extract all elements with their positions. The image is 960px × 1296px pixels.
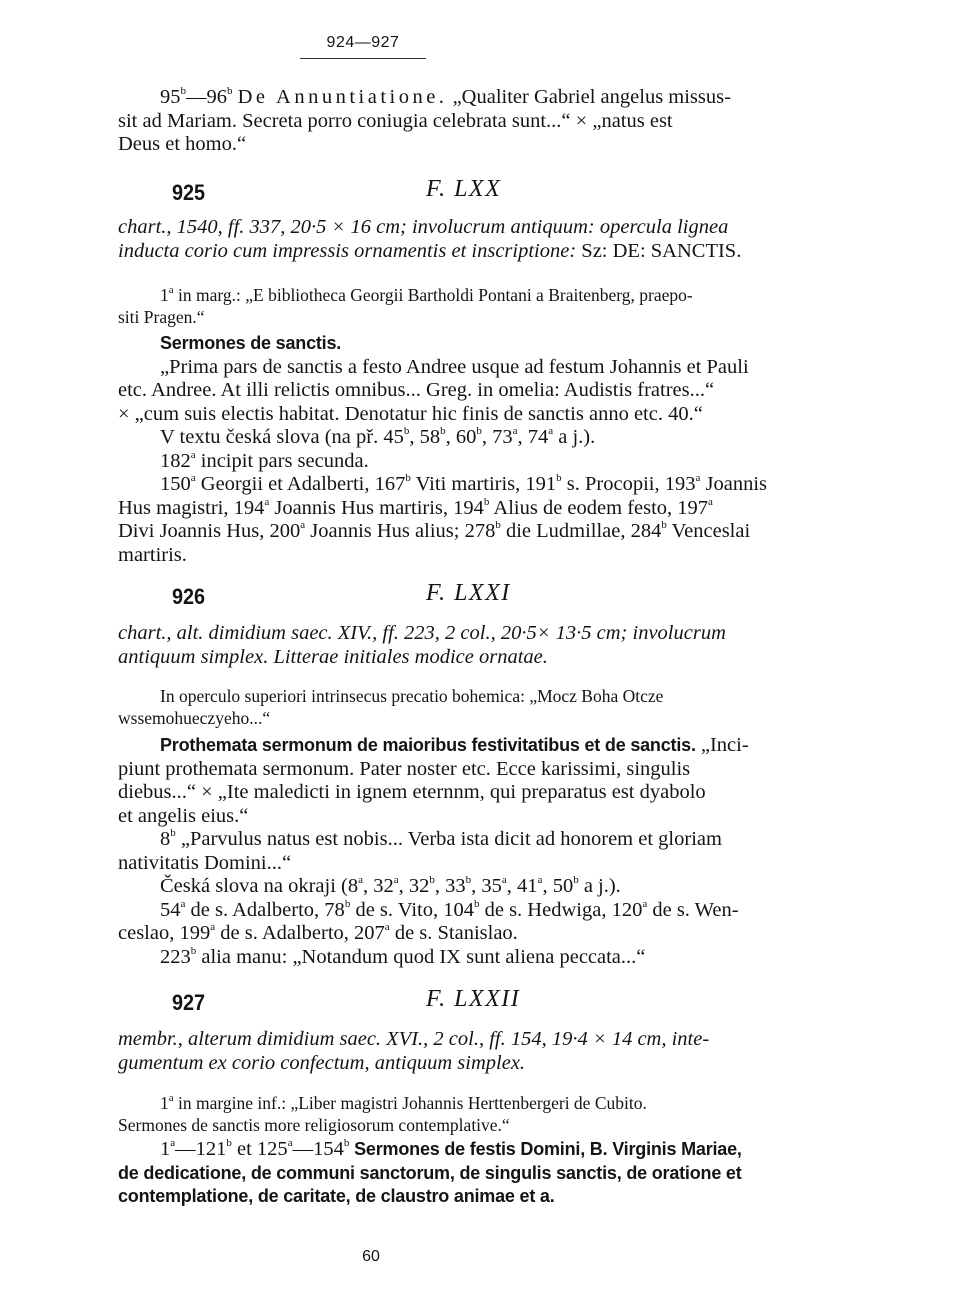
content-925 bbox=[118, 332, 842, 567]
intro-folio: 95$^b$—96$^b$ bbox=[160, 85, 233, 108]
title-927: Sermones de festis Domini, B. Virginis Mariae, bbox=[349, 1139, 742, 1159]
content-line: Hus magistri, 194$^a$ Joannis Hus martiris, 194$^b$ Alius de eodem festo, 197$^a$ bbox=[118, 495, 713, 519]
note-line: In operculo superiori intrinsecus precatio bohemica: „Mocz Boha Otcze bbox=[160, 686, 664, 706]
note-line: 1$^a$ in margine inf.: „Liber magistri Johannis Herttenbergeri de Cubito. bbox=[160, 1092, 647, 1113]
content-text: „Inci- bbox=[695, 734, 749, 756]
description-925 bbox=[118, 216, 842, 263]
content-line: etc. Andree. At illi relictis omnibus... Greg. in omelia: Audistis fratres...“ bbox=[118, 379, 715, 401]
title-927: de dedicatione, de communi sanctorum, de singulis sanctis, de oratione et bbox=[118, 1162, 742, 1183]
running-head: 924—927 bbox=[326, 34, 400, 51]
content-926 bbox=[118, 734, 842, 969]
content-line: Česká slova na okraji (8$^a$, 32$^a$, 32$^b$, 33$^b$, 35$^a$, 41$^a$, 50$^b$ a j.). bbox=[160, 874, 621, 897]
entry-number-927: 927 bbox=[172, 990, 206, 1015]
note-line: siti Pragen.“ bbox=[118, 307, 205, 327]
content-line: 182$^a$ incipit pars secunda. bbox=[160, 448, 369, 472]
header-rule bbox=[300, 58, 426, 59]
content-line: diebus...“ × „Ite maledicti in ignem eternnm, qui preparatus est dyabolo bbox=[118, 781, 706, 803]
intro-paragraph bbox=[118, 86, 842, 157]
entry-number-926: 926 bbox=[172, 584, 206, 609]
content-line: 150$^a$ Georgii et Adalberti, 167$^b$ Viti martiris, 191$^b$ s. Procopii, 193$^a$ Joannis bbox=[160, 472, 768, 495]
content-line: 8$^b$ „Parvulus natus est nobis... Verba ista dicit ad honorem et gloriam bbox=[160, 827, 722, 850]
content-line: piunt prothemata sermonum. Pater noster etc. Ecce karissimi, singulis bbox=[118, 757, 691, 780]
entry-number-925: 925 bbox=[172, 180, 206, 205]
description-line: gumentum ex corio confectum, antiquum simplex. bbox=[118, 1051, 526, 1074]
page-number: 60 bbox=[362, 1248, 380, 1265]
content-line: ceslao, 199$^a$ de s. Adalberto, 207$^a$ de s. Stanislao. bbox=[118, 921, 518, 944]
signature-925: F. LXX bbox=[426, 176, 502, 202]
title-926: Prothemata sermonum de maioribus festivitatibus et de sanctis. bbox=[160, 735, 696, 755]
intro-line: sit ad Mariam. Secreta porro coniugia celebrata sunt...“ × „natus est bbox=[118, 109, 673, 132]
content-line: V textu česká slova (na př. 45$^b$, 58$^b$, 60$^b$, 73$^a$, 74$^a$ a j.). bbox=[160, 425, 596, 448]
intro-text: „Qualiter Gabriel angelus missus- bbox=[452, 86, 731, 108]
content-line: Divi Joannis Hus, 200$^a$ Joannis Hus alius; 278$^b$ die Ludmillae, 284$^b$ Venceslai bbox=[118, 519, 751, 542]
content-927 bbox=[118, 1138, 842, 1209]
title-927: contemplatione, de caritate, de claustro animae et a. bbox=[118, 1186, 555, 1206]
note-line: wssemohueczyeho...“ bbox=[118, 708, 271, 728]
note-925 bbox=[118, 284, 842, 328]
content-line: nativitatis Domini...“ bbox=[118, 851, 292, 874]
content-line: 54$^a$ de s. Adalberto, 78$^b$ de s. Vito, 104$^b$ de s. Hedwiga, 120$^a$ de s. Wen- bbox=[160, 897, 739, 921]
title-925: Sermones de sanctis. bbox=[160, 333, 342, 353]
signature-927: F. LXXII bbox=[426, 986, 521, 1012]
content-line: 223$^b$ alia manu: „Notandum quod IX sunt aliena peccata...“ bbox=[160, 944, 646, 968]
note-line: Sermones de sanctis more religiosorum contemplative.“ bbox=[118, 1115, 510, 1135]
description-line: chart., alt. dimidium saec. XIV., ff. 223, 2 col., 20·5× 13·5 cm; involucrum bbox=[118, 622, 726, 644]
description-927 bbox=[118, 1028, 842, 1075]
content-line: × „cum suis electis habitat. Denotatur hic finis de sanctis anno etc. 40.“ bbox=[118, 402, 703, 425]
note-926 bbox=[118, 685, 842, 729]
description-inscription: Sz: DE: SANCTIS. bbox=[576, 239, 742, 262]
folio-range-927: 1$^a$—121$^b$ et 125$^a$—154$^b$ bbox=[160, 1137, 350, 1160]
description-line: chart., 1540, ff. 337, 20·5 × 16 cm; involucrum antiquum: opercula lignea bbox=[118, 216, 729, 238]
content-line: et angelis eius.“ bbox=[118, 804, 249, 827]
note-line: 1$^a$ in marg.: „E bibliotheca Georgii Bartholdi Pontani a Braitenberg, praepo- bbox=[160, 284, 693, 305]
content-line: „Prima pars de sanctis a festo Andree usque ad festum Johannis et Pauli bbox=[160, 355, 749, 378]
note-927 bbox=[118, 1092, 842, 1136]
description-line: antiquum simplex. Litterae initiales modice ornatae. bbox=[118, 645, 548, 668]
description-line: membr., alterum dimidium saec. XVI., 2 col., ff. 154, 19·4 × 14 cm, inte- bbox=[118, 1028, 710, 1050]
intro-line: Deus et homo.“ bbox=[118, 133, 247, 155]
intro-spaced-title: De Annuntiatione. bbox=[237, 86, 448, 108]
description-926 bbox=[118, 622, 842, 669]
content-line: martiris. bbox=[118, 543, 187, 566]
description-line: inducta corio cum impressis ornamentis et inscriptione: bbox=[118, 239, 577, 262]
signature-926: F. LXXI bbox=[426, 580, 511, 606]
